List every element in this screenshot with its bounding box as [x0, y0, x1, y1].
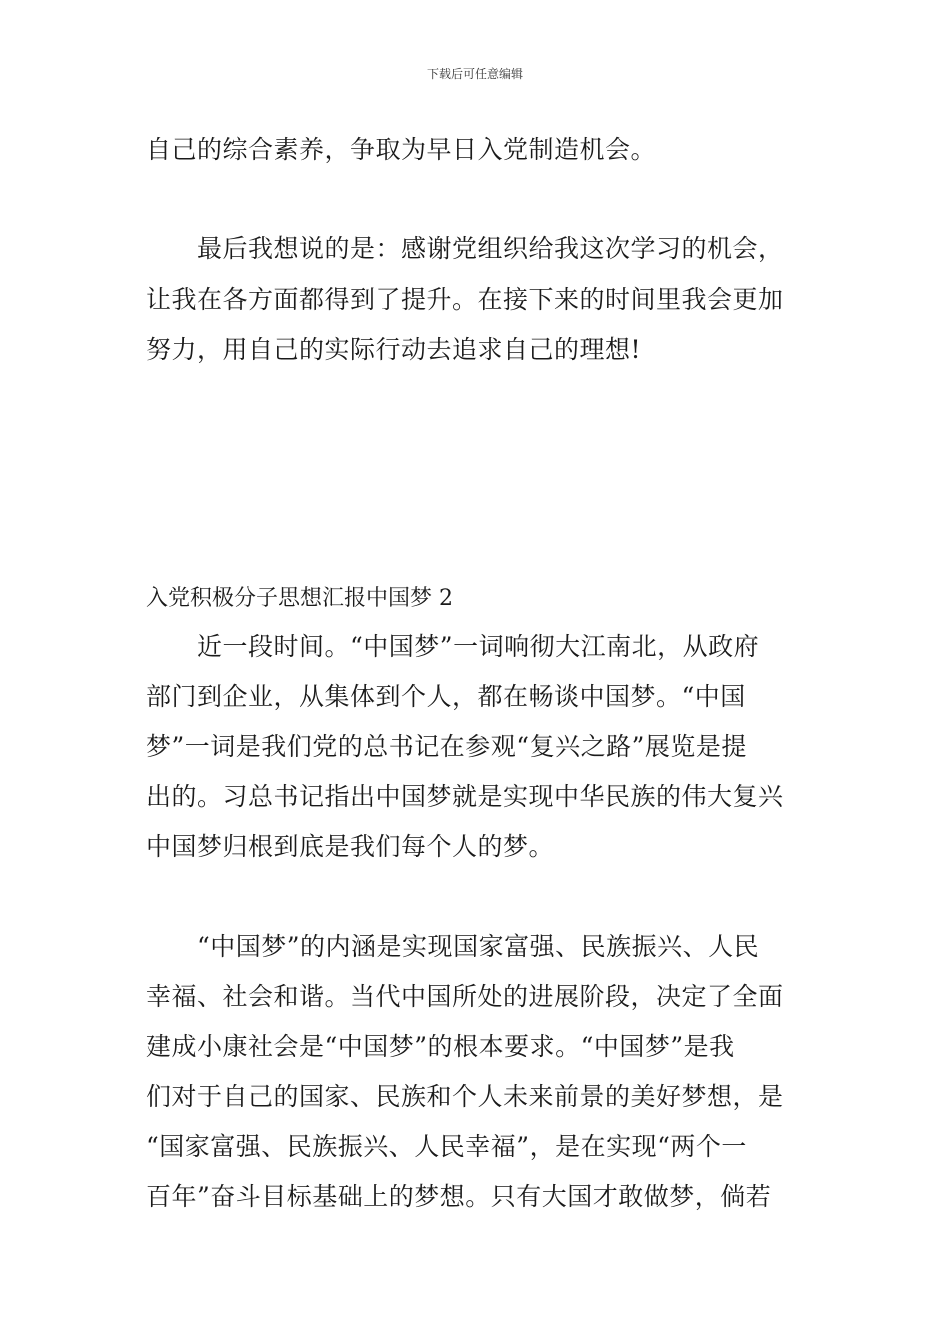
text-line: 出的。习总书记指出中国梦就是实现中华民族的伟大复兴: [146, 782, 784, 811]
text-line: 建成小康社会是“中国梦”的根本要求。“中国梦”是我: [146, 1032, 735, 1061]
text-line: 中国梦归根到底是我们每个人的梦。: [146, 832, 555, 861]
text-line: 近一段时间。“中国梦”一词响彻大江南北，从政府: [146, 632, 760, 661]
text-line: “国家富强、民族振兴、人民幸福”，是在实现“两个一: [146, 1132, 747, 1161]
text-line: 部门到企业，从集体到个人，都在畅谈中国梦。“中国: [146, 682, 746, 711]
text-line: 幸福、社会和谐。当代中国所处的进展阶段，决定了全面: [146, 982, 784, 1011]
text-line: 最后我想说的是：感谢党组织给我这次学习的机会，: [146, 234, 784, 263]
text-line: “中国梦”的内涵是实现国家富强、民族振兴、人民: [146, 932, 760, 961]
section-title: 入党积极分子思想汇报中国梦 2: [146, 586, 453, 611]
text-line: 百年”奋斗目标基础上的梦想。只有大国才敢做梦，倘若: [146, 1182, 772, 1211]
text-line: 努力，用自己的实际行动去追求自己的理想!: [146, 335, 642, 364]
text-line: 自己的综合素养，争取为早日入党制造机会。: [146, 135, 657, 164]
text-line: 梦”一词是我们党的总书记在参观“复兴之路”展览是提: [146, 732, 747, 761]
page-header: 下载后可任意编辑: [426, 67, 523, 81]
text-line: 让我在各方面都得到了提升。在接下来的时间里我会更加: [146, 285, 784, 314]
text-line: 们对于自己的国家、民族和个人未来前景的美好梦想，是: [146, 1082, 784, 1111]
